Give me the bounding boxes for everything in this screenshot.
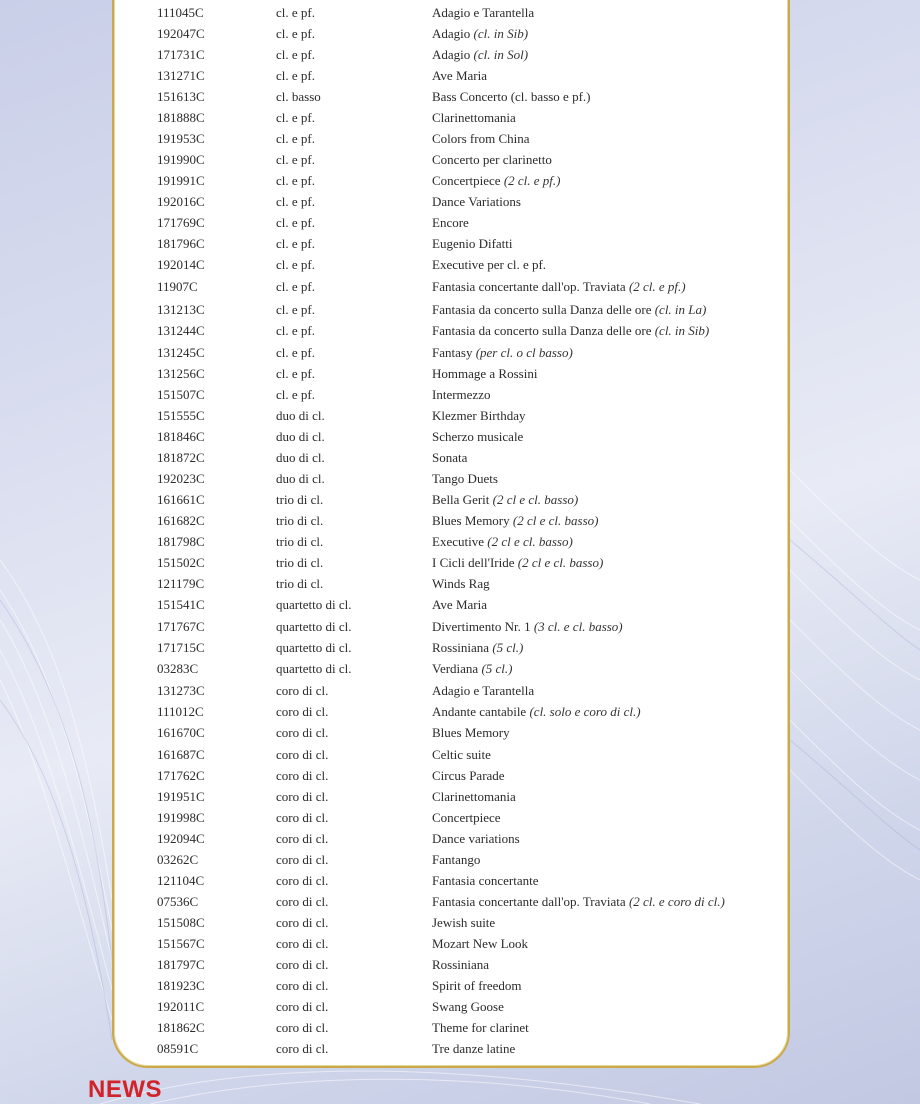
catalog-row <box>0 954 920 974</box>
catalog-title-text: Verdiana <box>432 661 479 676</box>
catalog-title <box>432 302 706 318</box>
catalog-instrumentation: cl. e pf. <box>276 68 315 83</box>
catalog-instrumentation: coro di cl. <box>276 894 329 909</box>
catalog-code: 03262C <box>157 852 199 867</box>
catalog-instrumentation: cl. e pf. <box>276 257 315 272</box>
catalog-title <box>432 5 534 21</box>
catalog-title-note: (cl. solo e coro di cl.) <box>529 704 641 719</box>
catalog-row <box>0 722 920 742</box>
catalog-title-text: Swang Goose <box>432 999 504 1014</box>
catalog-instrumentation: coro di cl. <box>276 683 329 698</box>
catalog-title-text: Circus Parade <box>432 768 505 783</box>
catalog-title <box>432 576 490 592</box>
catalog-row <box>0 363 920 383</box>
catalog-title-note: (cl. in Sib) <box>654 323 710 338</box>
catalog-title <box>432 768 505 784</box>
catalog-title-text: Fantasia concertante dall'op. Traviata <box>432 894 626 909</box>
catalog-code: 171715C <box>157 640 205 655</box>
catalog-instrumentation: cl. e pf. <box>276 387 315 402</box>
catalog-code: 121104C <box>157 873 205 888</box>
catalog-row <box>0 594 920 614</box>
catalog-title-text: Clarinettomania <box>432 110 516 125</box>
catalog-code: 191991C <box>157 173 205 188</box>
catalog-title-text: Winds Rag <box>432 576 490 591</box>
catalog-title-text: Tre danze latine <box>432 1041 516 1056</box>
catalog-title <box>432 279 686 295</box>
catalog-title <box>432 47 528 63</box>
catalog-title-text: Eugenio Difatti <box>432 236 513 251</box>
catalog-code: 181923C <box>157 978 205 993</box>
catalog-title <box>432 936 528 952</box>
catalog-instrumentation: cl. e pf. <box>276 173 315 188</box>
catalog-code: 171767C <box>157 619 205 634</box>
catalog-row <box>0 891 920 911</box>
catalog-instrumentation: cl. e pf. <box>276 236 315 251</box>
catalog-title-text: Fantango <box>432 852 481 867</box>
catalog-instrumentation: trio di cl. <box>276 513 324 528</box>
catalog-row <box>0 299 920 319</box>
catalog-instrumentation: trio di cl. <box>276 534 324 549</box>
catalog-row <box>0 1017 920 1037</box>
catalog-row <box>0 2 920 22</box>
catalog-title-text: Scherzo musicale <box>432 429 524 444</box>
catalog-title <box>432 110 516 126</box>
catalog-row <box>0 489 920 509</box>
catalog-row <box>0 107 920 127</box>
catalog-title-text: Ave Maria <box>432 597 487 612</box>
catalog-instrumentation: duo di cl. <box>276 408 325 423</box>
catalog-title-text: Tango Duets <box>432 471 498 486</box>
catalog-code: 181846C <box>157 429 205 444</box>
catalog-code: 151502C <box>157 555 205 570</box>
catalog-code: 192011C <box>157 999 205 1014</box>
catalog-instrumentation: coro di cl. <box>276 789 329 804</box>
catalog-title <box>432 1020 529 1036</box>
catalog-title-note: (2 cl. e coro di cl.) <box>628 894 725 909</box>
catalog-instrumentation: coro di cl. <box>276 725 329 740</box>
catalog-code: 171769C <box>157 215 205 230</box>
catalog-title <box>432 725 510 741</box>
catalog-title <box>432 534 573 550</box>
catalog-title-note: (cl. in Sol) <box>473 47 529 62</box>
catalog-title <box>432 215 469 231</box>
catalog-title-text: Fantasia da concerto sulla Danza delle ore <box>432 323 652 338</box>
catalog-row <box>0 933 920 953</box>
catalog-title <box>432 619 623 635</box>
catalog-code: 191951C <box>157 789 205 804</box>
catalog-instrumentation: cl. e pf. <box>276 26 315 41</box>
catalog-title <box>432 366 537 382</box>
catalog-row <box>0 786 920 806</box>
catalog-row <box>0 870 920 890</box>
catalog-code: 192094C <box>157 831 205 846</box>
catalog-title-text: Sonata <box>432 450 468 465</box>
catalog-title-text: Rossiniana <box>432 957 490 972</box>
catalog-instrumentation: cl. basso <box>276 89 321 104</box>
catalog-row <box>0 233 920 253</box>
catalog-code: 161687C <box>157 747 205 762</box>
catalog-code: 151508C <box>157 915 205 930</box>
catalog-title-text: Adagio <box>432 47 471 62</box>
catalog-title <box>432 471 498 487</box>
catalog-row <box>0 191 920 211</box>
catalog-title <box>432 704 641 720</box>
catalog-code: 161682C <box>157 513 205 528</box>
catalog-instrumentation: cl. e pf. <box>276 110 315 125</box>
catalog-title <box>432 173 561 189</box>
catalog-title-text: Divertimento Nr. 1 <box>432 619 531 634</box>
catalog-title-text: Fantasia concertante dall'op. Traviata <box>432 279 626 294</box>
catalog-title-note: (5 cl.) <box>492 640 524 655</box>
catalog-title-text: Klezmer Birthday <box>432 408 526 423</box>
catalog-code: 191998C <box>157 810 205 825</box>
catalog-title <box>432 1041 515 1057</box>
catalog-row <box>0 276 920 296</box>
catalog-title <box>432 661 513 677</box>
catalog-instrumentation: coro di cl. <box>276 852 329 867</box>
catalog-title-note: (2 cl e cl. basso) <box>492 492 579 507</box>
catalog-row <box>0 828 920 848</box>
catalog-code: 171731C <box>157 47 205 62</box>
catalog-title-note: (2 cl e cl. basso) <box>517 555 604 570</box>
catalog-row <box>0 128 920 148</box>
catalog-instrumentation: coro di cl. <box>276 747 329 762</box>
catalog-title-text: Adagio <box>432 26 471 41</box>
catalog-title-text: Colors from China <box>432 131 530 146</box>
catalog-title-note: (5 cl.) <box>481 661 513 676</box>
catalog-row <box>0 149 920 169</box>
catalog-title <box>432 894 725 910</box>
catalog-title-text: Jewish suite <box>432 915 496 930</box>
catalog-code: 131271C <box>157 68 205 83</box>
catalog-code: 03283C <box>157 661 199 676</box>
catalog-code: 111012C <box>157 704 204 719</box>
catalog-title <box>432 429 523 445</box>
catalog-row <box>0 658 920 678</box>
catalog-code: 171762C <box>157 768 205 783</box>
catalog-title-note: (cl. in La) <box>654 302 707 317</box>
catalog-title-text: Rossiniana <box>432 640 490 655</box>
catalog-title <box>432 640 523 656</box>
catalog-code: 151567C <box>157 936 205 951</box>
catalog-title <box>432 131 530 147</box>
catalog-instrumentation: cl. e pf. <box>276 152 315 167</box>
catalog-title <box>432 194 521 210</box>
catalog-row <box>0 212 920 232</box>
catalog-code: 11907C <box>157 279 198 294</box>
catalog-title-text: Hommage a Rossini <box>432 366 538 381</box>
catalog-instrumentation: coro di cl. <box>276 999 329 1014</box>
catalog-title-text: Celtic suite <box>432 747 491 762</box>
catalog-instrumentation: cl. e pf. <box>276 366 315 381</box>
catalog-title <box>432 555 603 571</box>
catalog-instrumentation: coro di cl. <box>276 1041 329 1056</box>
catalog-row <box>0 384 920 404</box>
catalog-code: 151541C <box>157 597 205 612</box>
catalog-title-text: Clarinettomania <box>432 789 516 804</box>
catalog-title-note: (2 cl e cl. basso) <box>487 534 573 549</box>
catalog-instrumentation: coro di cl. <box>276 873 329 888</box>
catalog-instrumentation: trio di cl. <box>276 576 324 591</box>
catalog-title-text: Concertpiece <box>432 173 501 188</box>
catalog-instrumentation: quartetto di cl. <box>276 597 352 612</box>
catalog-title <box>432 915 495 931</box>
catalog-instrumentation: duo di cl. <box>276 450 325 465</box>
catalog-instrumentation: cl. e pf. <box>276 5 315 20</box>
catalog-instrumentation: quartetto di cl. <box>276 661 352 676</box>
catalog-code: 192023C <box>157 471 205 486</box>
catalog-instrumentation: quartetto di cl. <box>276 640 352 655</box>
catalog-code: 191953C <box>157 131 205 146</box>
catalog-row <box>0 552 920 572</box>
catalog-title-text: Ave Maria <box>432 68 487 83</box>
catalog-row <box>0 447 920 467</box>
catalog-title-text: Concertpiece <box>432 810 501 825</box>
catalog-title <box>432 68 487 84</box>
catalog-title-note: (cl. in Sib) <box>473 26 529 41</box>
catalog-code: 151613C <box>157 89 205 104</box>
catalog-code: 161661C <box>157 492 205 507</box>
catalog-instrumentation: coro di cl. <box>276 978 329 993</box>
catalog-row <box>0 320 920 340</box>
catalog-title <box>432 999 504 1015</box>
catalog-instrumentation: duo di cl. <box>276 471 325 486</box>
catalog-title-note: (2 cl e cl. basso) <box>512 513 599 528</box>
catalog-title <box>432 873 538 889</box>
catalog-title-note: (2 cl. e pf.) <box>628 279 686 294</box>
catalog-code: 131213C <box>157 302 205 317</box>
catalog-instrumentation: cl. e pf. <box>276 215 315 230</box>
catalog-title-text: Dance Variations <box>432 194 521 209</box>
catalog-row <box>0 342 920 362</box>
catalog-row <box>0 510 920 530</box>
catalog-code: 131273C <box>157 683 205 698</box>
catalog-title <box>432 810 501 826</box>
catalog-code: 181798C <box>157 534 205 549</box>
catalog-row <box>0 744 920 764</box>
catalog-title <box>432 345 573 361</box>
catalog-title <box>432 323 709 339</box>
catalog-title-text: Executive per cl. e pf. <box>432 257 547 272</box>
catalog-instrumentation: coro di cl. <box>276 704 329 719</box>
catalog-row <box>0 531 920 551</box>
catalog-title <box>432 152 552 168</box>
catalog-title-text: Fantasy <box>432 345 473 360</box>
catalog-title-text: Fantasia concertante <box>432 873 539 888</box>
catalog-code: 181862C <box>157 1020 205 1035</box>
catalog-row <box>0 1038 920 1058</box>
catalog-title <box>432 26 528 42</box>
catalog-title <box>432 89 591 105</box>
catalog-row <box>0 912 920 932</box>
catalog-instrumentation: coro di cl. <box>276 957 329 972</box>
catalog-title-text: Bass Concerto (cl. basso e pf.) <box>432 89 591 104</box>
catalog-row <box>0 86 920 106</box>
catalog-title <box>432 957 489 973</box>
catalog-title-text: Adagio e Tarantella <box>432 683 535 698</box>
catalog-code: 192014C <box>157 257 205 272</box>
catalog-title-text: Spirit of freedom <box>432 978 522 993</box>
catalog-code: 181872C <box>157 450 205 465</box>
catalog-row <box>0 405 920 425</box>
catalog-code: 131245C <box>157 345 205 360</box>
catalog-instrumentation: coro di cl. <box>276 810 329 825</box>
catalog-instrumentation: quartetto di cl. <box>276 619 352 634</box>
catalog-title <box>432 978 522 994</box>
catalog-title <box>432 747 491 763</box>
catalog-title-text: Mozart New Look <box>432 936 529 951</box>
catalog-instrumentation: cl. e pf. <box>276 47 315 62</box>
catalog-row <box>0 680 920 700</box>
catalog-code: 151555C <box>157 408 205 423</box>
catalog-instrumentation: cl. e pf. <box>276 302 315 317</box>
catalog-code: 08591C <box>157 1041 199 1056</box>
catalog-code: 191990C <box>157 152 205 167</box>
catalog-title-text: Adagio e Tarantella <box>432 5 535 20</box>
catalog-row <box>0 468 920 488</box>
catalog-row <box>0 975 920 995</box>
catalog-title <box>432 789 516 805</box>
catalog-title-text: Concerto per clarinetto <box>432 152 552 167</box>
catalog-code: 151507C <box>157 387 205 402</box>
catalog-instrumentation: cl. e pf. <box>276 345 315 360</box>
catalog-code: 131256C <box>157 366 205 381</box>
catalog-instrumentation: duo di cl. <box>276 429 325 444</box>
catalog-instrumentation: coro di cl. <box>276 936 329 951</box>
catalog-row <box>0 616 920 636</box>
catalog-code: 131244C <box>157 323 205 338</box>
catalog-title <box>432 492 578 508</box>
catalog-row <box>0 849 920 869</box>
catalog-row <box>0 23 920 43</box>
catalog-row <box>0 637 920 657</box>
catalog-title <box>432 257 546 273</box>
catalog-code: 181796C <box>157 236 205 251</box>
catalog-title-text: Dance variations <box>432 831 520 846</box>
catalog-title-note: (2 cl. e pf.) <box>503 173 561 188</box>
catalog-instrumentation: cl. e pf. <box>276 131 315 146</box>
catalog-code: 07536C <box>157 894 199 909</box>
catalog-title <box>432 831 520 847</box>
catalog-title <box>432 387 490 403</box>
catalog-code: 192016C <box>157 194 205 209</box>
catalog-row <box>0 573 920 593</box>
catalog-code: 161670C <box>157 725 205 740</box>
catalog-instrumentation: cl. e pf. <box>276 194 315 209</box>
catalog-title <box>432 597 487 613</box>
catalog-title <box>432 513 598 529</box>
catalog-instrumentation: coro di cl. <box>276 768 329 783</box>
catalog-row <box>0 765 920 785</box>
catalog-title-text: Bella Gerit <box>432 492 490 507</box>
catalog-code: 192047C <box>157 26 205 41</box>
catalog-code: 111045C <box>157 5 204 20</box>
catalog-title-text: Executive <box>432 534 484 549</box>
news-heading: NEWS <box>88 1076 162 1103</box>
catalog-row <box>0 426 920 446</box>
catalog-title-note: (3 cl. e cl. basso) <box>533 619 623 634</box>
catalog-row <box>0 170 920 190</box>
catalog-title-text: Andante cantabile <box>432 704 527 719</box>
catalog-title <box>432 450 467 466</box>
catalog-instrumentation: trio di cl. <box>276 555 324 570</box>
catalog-title-text: I Cicli dell'Iride <box>432 555 515 570</box>
catalog-instrumentation: coro di cl. <box>276 1020 329 1035</box>
catalog-instrumentation: cl. e pf. <box>276 323 315 338</box>
catalog-instrumentation: trio di cl. <box>276 492 324 507</box>
catalog-title-text: Intermezzo <box>432 387 491 402</box>
catalog-row <box>0 996 920 1016</box>
catalog-instrumentation: cl. e pf. <box>276 279 315 294</box>
catalog-title-text: Fantasia da concerto sulla Danza delle ore <box>432 302 652 317</box>
catalog-title <box>432 683 534 699</box>
catalog-row <box>0 65 920 85</box>
catalog-title-note: (per cl. o cl basso) <box>475 345 573 360</box>
catalog-code: 121179C <box>157 576 205 591</box>
catalog-row <box>0 254 920 274</box>
catalog-title <box>432 408 526 424</box>
catalog-row <box>0 701 920 721</box>
catalog-title-text: Encore <box>432 215 469 230</box>
catalog-instrumentation: coro di cl. <box>276 915 329 930</box>
catalog-code: 181888C <box>157 110 205 125</box>
catalog-row <box>0 807 920 827</box>
catalog-title <box>432 852 480 868</box>
catalog-title-text: Theme for clarinet <box>432 1020 529 1035</box>
catalog-title-text: Blues Memory <box>432 513 510 528</box>
catalog-title <box>432 236 513 252</box>
catalog-instrumentation: coro di cl. <box>276 831 329 846</box>
catalog-code: 181797C <box>157 957 205 972</box>
catalog-row <box>0 44 920 64</box>
catalog-title-text: Blues Memory <box>432 725 510 740</box>
